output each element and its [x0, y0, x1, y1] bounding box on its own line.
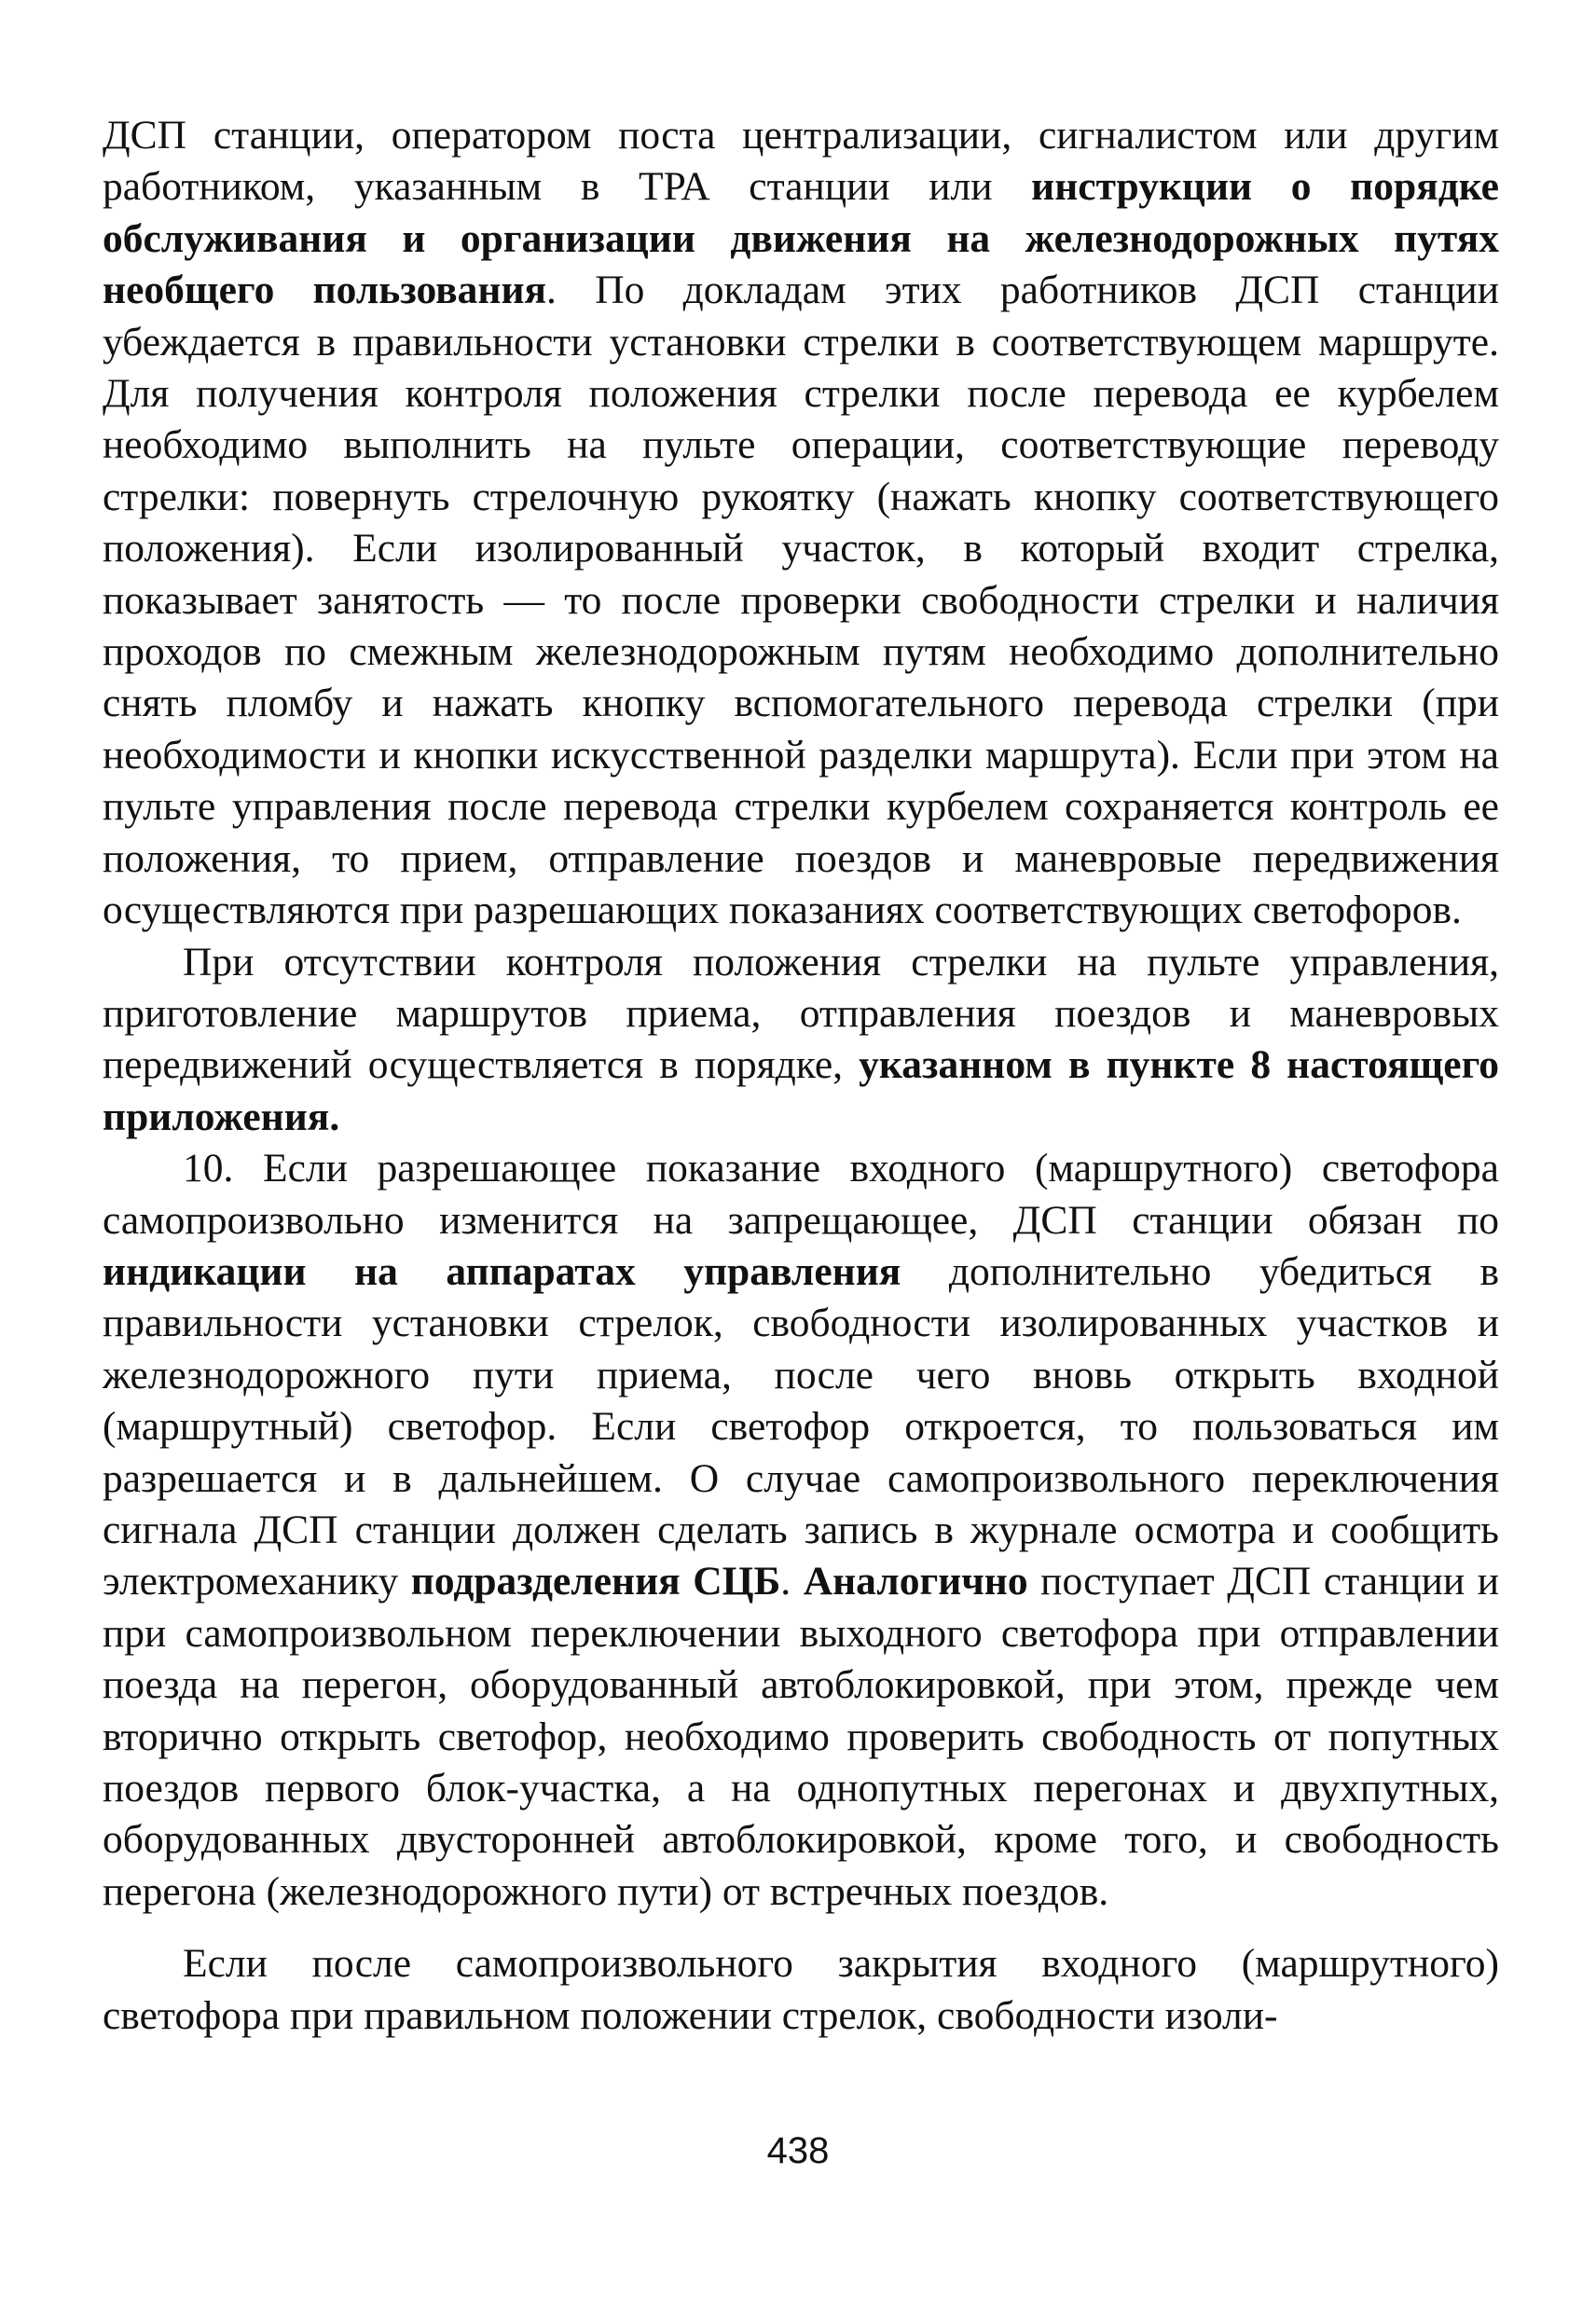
- paragraph-3-text-2: дополнительно убедиться в правильности установки стрелок, свободности изолированных участков и железнодорожного пути приема, после чего вновь открыть входной (маршрутный) светофор. Если светофор откроется, то пользоваться им разрешается и в дальнейшем. О случае самопроизвольного переключения сигнала ДСП станции должен сделать запись в журнале осмотра и сообщить электромеханику: [103, 1248, 1499, 1604]
- paragraph-2-text-1: При отсутствии контроля положения стрелки на пульте управления, приготовление маршрутов приема, отправления поездов и маневровых передвижений осуществляется в порядке,: [103, 939, 1499, 1088]
- paragraph-3-bold-1: индикации на аппаратах управления: [103, 1248, 901, 1294]
- paragraph-4-text-1: Если после самопроизвольного закрытия входного (маршрутного) светофора при правильном положении стрелок, свободности изоли-: [103, 1941, 1499, 2038]
- paragraph-1-bold-1: инструкции о порядке обслуживания и организации движения на железнодорожных путях необщего пользования: [103, 164, 1499, 313]
- paragraph-3-text-1: 10. Если разрешающее показание входного (маршрутного) светофора самопроизвольно изменится на запрещающее, ДСП станции обязан по: [103, 1146, 1499, 1243]
- paragraph-3-bold-2: подразделения СЦБ: [410, 1559, 781, 1604]
- paragraph-3: [103, 1143, 1499, 1918]
- paragraph-4: [103, 1938, 1499, 2042]
- paragraph-2-bold-1: указанном в пункте 8 настоящего приложения.: [103, 1042, 1499, 1139]
- paragraph-1: [103, 110, 1499, 937]
- page-number: 438: [766, 2130, 830, 2171]
- page-body: [103, 110, 1499, 2042]
- paragraph-2: [103, 937, 1499, 1144]
- paragraph-3-text-3: .: [780, 1559, 804, 1604]
- paragraph-1-text-1: ДСП станции, оператором поста централизации, сигналистом или другим работником, указанным в ТРА станции или: [103, 113, 1499, 210]
- paragraph-3-bold-3: Аналогично: [803, 1559, 1028, 1604]
- paragraph-1-text-2: . По докладам этих работников ДСП станции убеждается в правильности установки стрелки в соответствующем маршруте. Для получения контроля положения стрелки после перевода ее курбелем необходимо выполнить на пульте операции, соответствующие переводу стрелки: повернуть стрелочную рукоятку (нажать кнопку соответствующего положения). Если изолированный участок, в который входит стрелка, показывает занятость — то после проверки свободности стрелки и наличия проходов по смежным железнодорожным путям необходимо дополнительно снять пломбу и нажать кнопку вспомогательного перевода стрелки (при необходимости и кнопки искусственной разделки маршрута). Если при этом на пульте управления после перевода стрелки курбелем сохраняется контроль ее положения, то прием, отправление поездов и маневровые передвижения осуществляются при разрешающих показаниях соответствующих светофоров.: [103, 268, 1499, 933]
- paragraph-3-text-4: поступает ДСП станции и при самопроизвольном переключении выходного светофора при отправлении поезда на перегон, оборудованный автоблокировкой, при этом, прежде чем вторично открыть светофор, необходимо проверить свободность от попутных поездов первого блок-участка, а на однопутных перегонах и двухпутных, оборудованных двусторонней автоблокировкой, кроме того, и свободность перегона (железнодорожного пути) от встречных поездов.: [103, 1559, 1499, 1914]
